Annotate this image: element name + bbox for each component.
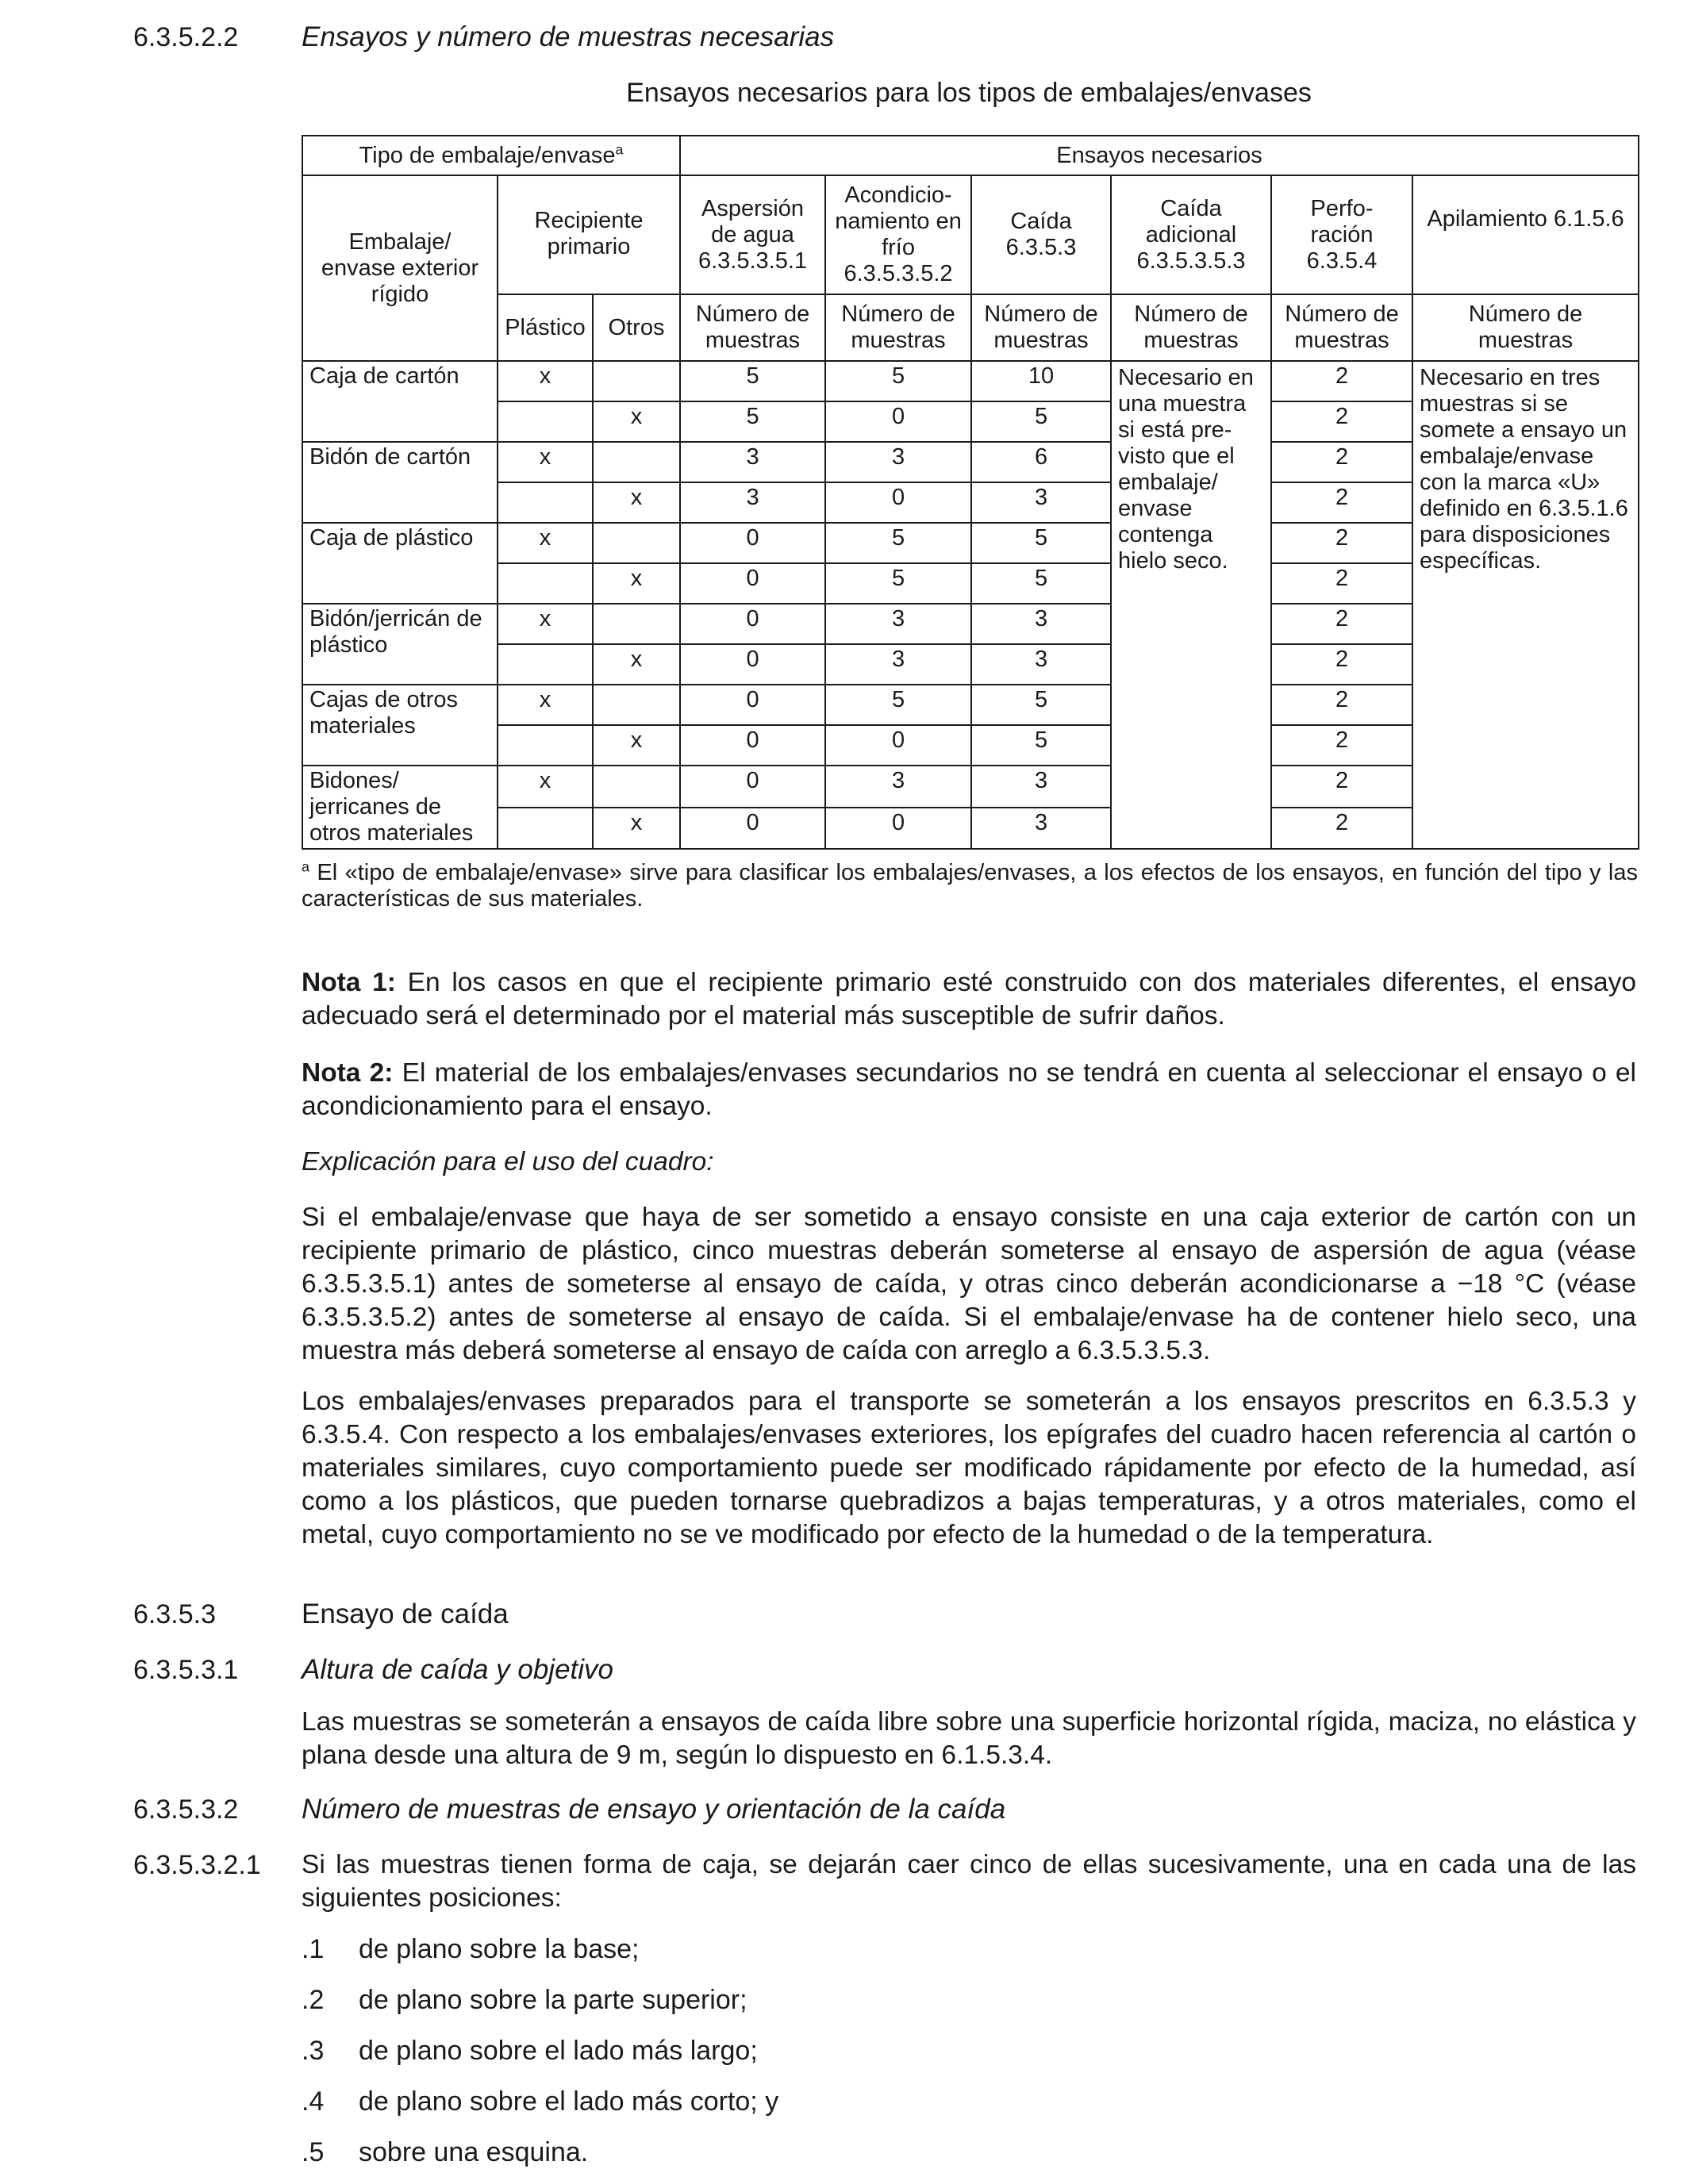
note-1: Nota 1: En los casos en que el recipiente primario esté construido con dos materiales diferentes, el ensayo adecuado será el determinado por el material más susceptible de sufrir daños. <box>302 968 1636 1031</box>
section-paragraph: Si las muestras tienen forma de caja, se dejarán caer cinco de ellas sucesivamente, una en cada una de las siguientes posiciones: <box>302 1850 1636 1913</box>
aspersion-cell: 0 <box>680 644 825 685</box>
acondicionamiento-cell: 5 <box>825 685 971 725</box>
row-type-name: Cajas de otros materiales <box>302 685 498 766</box>
aspersion-cell: 0 <box>680 604 825 644</box>
caida-cell: 10 <box>971 361 1111 401</box>
header-recipiente: Recipiente primario <box>498 175 680 294</box>
header-aspersion: Aspersión de agua 6.3.5.3.5.1 <box>680 175 825 294</box>
table-caption: Ensayos necesarios para los tipos de embalajes/envases <box>626 78 1312 108</box>
table-footnote: $^a$ El «tipo de embalaje/envase» sirve para clasificar los embalajes/envases, a los efectos de los ensayos, en función del tipo y las características de sus materiales. <box>302 858 1638 912</box>
plastico-cell <box>498 644 593 685</box>
explanation-paragraph-1: Si el embalaje/envase que haya de ser sometido a ensayo consiste en una caja exterior de cartón con un recipiente primario de plástico, cinco muestras deberán someterse al ensayo de aspersión de agua (véase 6.3.5.3.5.1) antes de someterse al ensayo de caída, y otras cinco deberán acondicionarse a −18 °C (véase 6.3.5.3.5.2) antes de someterse al ensayo de caída. Si el embalaje/envase ha de contener hielo seco, una muestra más deberá someterse al ensayo de caída con arreglo a 6.3.5.3.5.3. <box>302 1203 1636 1365</box>
aspersion-cell: 0 <box>680 725 825 766</box>
list-item-number: .1 <box>302 1934 325 1964</box>
perforacion-cell: 2 <box>1271 685 1412 725</box>
perforacion-cell: 2 <box>1271 401 1412 442</box>
aspersion-cell: 5 <box>680 401 825 442</box>
row-type-name: Bidón/jerricán de plástico <box>302 604 498 685</box>
header-acondicionamiento: Acondicio- namiento en frío 6.3.5.3.5.2 <box>825 175 971 294</box>
caida-cell: 3 <box>971 808 1111 850</box>
perforacion-cell: 2 <box>1271 644 1412 685</box>
caida-cell: 5 <box>971 523 1111 563</box>
header-exterior: Embalaje/ envase exterior rígido <box>302 175 498 361</box>
caida-adicional-text: Necesario en una muestra si está pre- visto que el embalaje/ envase contenga hielo seco. <box>1111 361 1271 849</box>
plastico-cell <box>498 482 593 523</box>
acondicionamiento-cell: 5 <box>825 361 971 401</box>
header-apilamiento: Apilamiento 6.1.5.6 <box>1412 175 1639 294</box>
plastico-cell <box>498 401 593 442</box>
section-number: 6.3.5.3.2 <box>133 1794 239 1825</box>
caida-cell: 3 <box>971 644 1111 685</box>
aspersion-cell: 0 <box>680 685 825 725</box>
section-title: Número de muestras de ensayo y orientación de la caída <box>302 1794 1006 1825</box>
note-2: Nota 2: El material de los embalajes/envases secundarios no se tendrá en cuenta al seleccionar el ensayo o el acondicionamiento para el ensayo. <box>302 1058 1636 1121</box>
aspersion-cell: 0 <box>680 808 825 850</box>
list-item: de plano sobre la base; <box>359 1934 640 1964</box>
section-number: 6.3.5.2.2 <box>133 22 239 52</box>
caida-cell: 5 <box>971 563 1111 604</box>
apilamiento-text: Necesario en tres muestras si se somete a ensayo un embalaje/envase con la marca «U» definido en 6.3.5.1.6 para disposiciones específicas. <box>1412 361 1639 849</box>
otros-mark: x <box>593 482 680 523</box>
row-type-name: Caja de plástico <box>302 523 498 604</box>
header-perforacion: Perfo- ración 6.3.5.4 <box>1271 175 1412 294</box>
plastico-cell <box>498 725 593 766</box>
list-item: sobre una esquina. <box>359 2137 589 2167</box>
acondicionamiento-cell: 5 <box>825 523 971 563</box>
row-type-name: Caja de cartón <box>302 361 498 442</box>
otros-cell <box>593 604 680 644</box>
section-paragraph: Las muestras se someterán a ensayos de caída libre sobre una superficie horizontal rígida, maciza, no elástica y plana desde una altura de 9 m, según lo dispuesto en 6.1.5.3.4. <box>302 1707 1636 1770</box>
perforacion-cell: 2 <box>1271 361 1412 401</box>
caida-cell: 3 <box>971 482 1111 523</box>
explanation-paragraph-2: Los embalajes/envases preparados para el transporte se someterán a los ensayos prescritos en 6.3.5.3 y 6.3.5.4. Con respecto a los embalajes/envases exteriores, los epígrafes del cuadro hacen referencia al cartón o materiales similares, cuyo comportamiento puede ser modificado rápidamente por efecto de la humedad, así como a los plásticos, que pueden tornarse quebradizos a bajas temperaturas, y a otros materiales, como el metal, cuyo comportamiento no se ve modificado por efecto de la humedad o de la temperatura. <box>302 1387 1636 1549</box>
section-title: Ensayos y número de muestras necesarias <box>302 21 835 52</box>
aspersion-cell: 0 <box>680 523 825 563</box>
header-tipo: Tipo de embalaje/envase$^a$ <box>302 136 680 175</box>
otros-mark: x <box>593 644 680 685</box>
acondicionamiento-cell: 3 <box>825 644 971 685</box>
header-num-muestras: Número de muestras <box>1271 294 1412 361</box>
aspersion-cell: 0 <box>680 766 825 808</box>
list-item-number: .4 <box>302 2086 325 2117</box>
list-item-number: .2 <box>302 1985 325 2015</box>
perforacion-cell: 2 <box>1271 808 1412 850</box>
otros-mark: x <box>593 563 680 604</box>
header-num-muestras: Número de muestras <box>971 294 1111 361</box>
section-title: Altura de caída y objetivo <box>302 1654 614 1685</box>
header-num-muestras: Número de muestras <box>680 294 825 361</box>
tests-table <box>302 135 1639 850</box>
plastico-mark: x <box>498 604 593 644</box>
acondicionamiento-cell: 3 <box>825 766 971 808</box>
list-item: de plano sobre el lado más corto; y <box>359 2086 779 2117</box>
otros-cell <box>593 685 680 725</box>
caida-cell: 6 <box>971 442 1111 482</box>
section-title: Ensayo de caída <box>302 1599 509 1629</box>
plastico-mark: x <box>498 442 593 482</box>
header-num-muestras: Número de muestras <box>1412 294 1639 361</box>
caida-cell: 5 <box>971 401 1111 442</box>
otros-cell <box>593 361 680 401</box>
plastico-cell <box>498 563 593 604</box>
caida-cell: 3 <box>971 604 1111 644</box>
row-type-name: Bidón de cartón <box>302 442 498 523</box>
acondicionamiento-cell: 3 <box>825 604 971 644</box>
header-caida: Caída 6.3.5.3 <box>971 175 1111 294</box>
plastico-mark: x <box>498 523 593 563</box>
perforacion-cell: 2 <box>1271 766 1412 808</box>
caida-cell: 5 <box>971 685 1111 725</box>
header-plastico: Plástico <box>498 294 593 361</box>
list-item-number: .5 <box>302 2137 325 2167</box>
otros-mark: x <box>593 725 680 766</box>
perforacion-cell: 2 <box>1271 482 1412 523</box>
list-item-number: .3 <box>302 2036 325 2066</box>
list-item: de plano sobre la parte superior; <box>359 1985 747 2015</box>
header-caida-adicional: Caída adicional 6.3.5.3.5.3 <box>1111 175 1271 294</box>
otros-mark: x <box>593 808 680 850</box>
section-number: 6.3.5.3.1 <box>133 1655 239 1685</box>
otros-cell <box>593 442 680 482</box>
perforacion-cell: 2 <box>1271 604 1412 644</box>
table-row <box>302 361 1639 401</box>
otros-cell <box>593 523 680 563</box>
perforacion-cell: 2 <box>1271 563 1412 604</box>
aspersion-cell: 3 <box>680 442 825 482</box>
aspersion-cell: 5 <box>680 361 825 401</box>
otros-cell <box>593 766 680 808</box>
plastico-cell <box>498 808 593 850</box>
header-otros: Otros <box>593 294 680 361</box>
acondicionamiento-cell: 5 <box>825 563 971 604</box>
acondicionamiento-cell: 0 <box>825 725 971 766</box>
perforacion-cell: 2 <box>1271 725 1412 766</box>
caida-cell: 3 <box>971 766 1111 808</box>
header-num-muestras: Número de muestras <box>825 294 971 361</box>
caida-cell: 5 <box>971 725 1111 766</box>
plastico-mark: x <box>498 685 593 725</box>
plastico-mark: x <box>498 766 593 808</box>
otros-mark: x <box>593 401 680 442</box>
plastico-mark: x <box>498 361 593 401</box>
acondicionamiento-cell: 0 <box>825 482 971 523</box>
aspersion-cell: 0 <box>680 563 825 604</box>
header-num-muestras: Número de muestras <box>1111 294 1271 361</box>
acondicionamiento-cell: 0 <box>825 808 971 850</box>
perforacion-cell: 2 <box>1271 442 1412 482</box>
perforacion-cell: 2 <box>1271 523 1412 563</box>
header-ensayos: Ensayos necesarios <box>680 136 1639 175</box>
acondicionamiento-cell: 0 <box>825 401 971 442</box>
section-number: 6.3.5.3 <box>133 1599 216 1629</box>
aspersion-cell: 3 <box>680 482 825 523</box>
section-number: 6.3.5.3.2.1 <box>133 1850 261 1880</box>
row-type-name: Bidones/ jerricanes de otros materiales <box>302 766 498 849</box>
acondicionamiento-cell: 3 <box>825 442 971 482</box>
list-item: de plano sobre el lado más largo; <box>359 2036 758 2066</box>
explanation-title: Explicación para el uso del cuadro: <box>302 1147 714 1176</box>
